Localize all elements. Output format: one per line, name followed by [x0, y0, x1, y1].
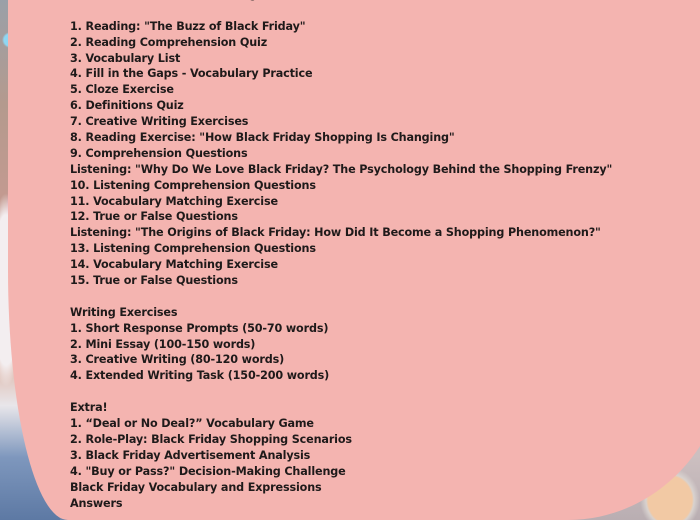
- toc-item-role-play[interactable]: 2. Role-Play: Black Friday Shopping Scenarios: [70, 432, 352, 446]
- spacer: [70, 289, 612, 305]
- toc-item-listening-2-matching[interactable]: 14. Vocabulary Matching Exercise: [70, 258, 278, 272]
- toc-item-creative-writing-task[interactable]: 3. Creative Writing (80-120 words): [70, 353, 285, 367]
- toc-item-definitions-quiz[interactable]: 6. Definitions Quiz: [70, 99, 184, 113]
- toc-item-cloze[interactable]: 5. Cloze Exercise: [70, 83, 174, 97]
- toc-item-vocabulary-expressions[interactable]: Black Friday Vocabulary and Expressions: [70, 480, 322, 494]
- toc-item-reading-exercise[interactable]: 8. Reading Exercise: "How Black Friday Shopping Is Changing": [70, 131, 455, 145]
- toc-item-ad-analysis[interactable]: 3. Black Friday Advertisement Analysis: [70, 448, 311, 462]
- toc-item-mini-essay[interactable]: 2. Mini Essay (100-150 words): [70, 337, 256, 351]
- extra-heading: Extra!: [70, 401, 108, 415]
- writing-heading: Writing Exercises: [70, 305, 178, 319]
- toc-item-creative-writing[interactable]: 7. Creative Writing Exercises: [70, 115, 249, 129]
- toc-item-deal-game[interactable]: 1. “Deal or No Deal?” Vocabulary Game: [70, 417, 314, 431]
- reading-section: [70, 19, 612, 162]
- toc-item-comprehension-questions[interactable]: 9. Comprehension Questions: [70, 146, 248, 160]
- toc-item-reading-buzz[interactable]: 1. Reading: "The Buzz of Black Friday": [70, 19, 306, 33]
- toc-item-reading-quiz[interactable]: 2. Reading Comprehension Quiz: [70, 35, 268, 49]
- toc-item-answers[interactable]: Answers: [70, 496, 123, 510]
- toc-item-short-response[interactable]: 1. Short Response Prompts (50-70 words): [70, 321, 329, 335]
- writing-section: [70, 305, 612, 384]
- toc-listening-1-title[interactable]: Listening: "Why Do We Love Black Friday? The Psychology Behind the Shopping Frenzy": [70, 162, 613, 176]
- toc-item-fill-gaps[interactable]: 4. Fill in the Gaps - Vocabulary Practice: [70, 67, 313, 81]
- toc-item-listening-2-comprehension[interactable]: 13. Listening Comprehension Questions: [70, 242, 316, 256]
- table-of-contents: [70, 0, 612, 511]
- toc-listening-2-title[interactable]: Listening: "The Origins of Black Friday: How Did It Become a Shopping Phenomenon?": [70, 226, 601, 240]
- listening-section-1: [70, 162, 612, 226]
- spacer: [70, 3, 612, 19]
- toc-item-extended-writing[interactable]: 4. Extended Writing Task (150-200 words): [70, 369, 330, 383]
- extra-section: [70, 400, 612, 511]
- toc-item-buy-or-pass[interactable]: 4. "Buy or Pass?" Decision-Making Challenge: [70, 464, 346, 478]
- listening-section-2: [70, 225, 612, 289]
- spacer: [70, 384, 612, 400]
- toc-item-listening-2-true-false[interactable]: 15. True or False Questions: [70, 274, 238, 288]
- toc-item-listening-1-matching[interactable]: 11. Vocabulary Matching Exercise: [70, 194, 278, 208]
- toc-item-vocabulary-list[interactable]: 3. Vocabulary List: [70, 51, 181, 65]
- toc-item-listening-1-true-false[interactable]: 12. True or False Questions: [70, 210, 238, 224]
- toc-item-listening-1-comprehension[interactable]: 10. Listening Comprehension Questions: [70, 178, 316, 192]
